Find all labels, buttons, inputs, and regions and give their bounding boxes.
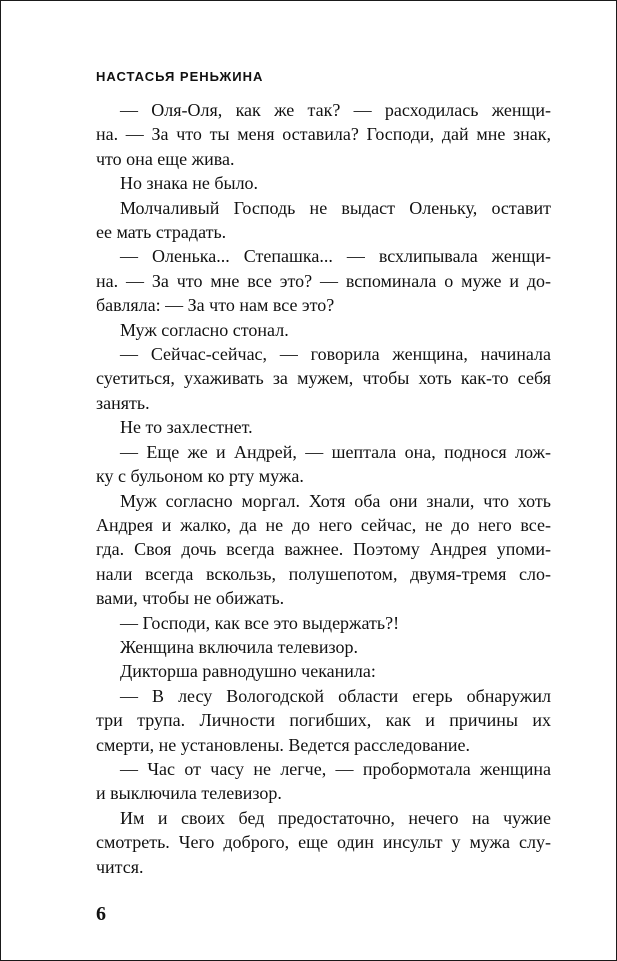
text-line: нали всегда вскользь, полушепотом, двумя-тремя сло- [96, 563, 551, 584]
text-line: чится. [96, 856, 144, 877]
paragraph [96, 806, 551, 879]
paragraph [96, 342, 551, 415]
text-line: гда. Своя дочь всегда важнее. Поэтому Андрея упоми- [96, 539, 551, 560]
text-line: на. — За что мне все это? — вспоминала о муже и до- [96, 270, 551, 291]
paragraph [96, 757, 551, 806]
text-line: Андрея и жалко, да не до него сейчас, не до него все- [96, 514, 551, 535]
text-line: Дикторша равнодушно чеканила: [120, 661, 376, 682]
paragraph [96, 489, 551, 611]
paragraph [96, 318, 551, 342]
text-line: — Оленька... Степашка... — всхлипывала женщи- [120, 246, 551, 267]
text-line: ее мать страдать. [96, 222, 227, 243]
paragraph [96, 684, 551, 757]
text-line: Но знака не было. [120, 173, 259, 194]
paragraph [96, 415, 551, 439]
text-line: бавляла: — За что нам все это? [96, 295, 335, 316]
text-line: — Час от часу не легче, — пробормотала женщина [120, 758, 551, 779]
text-line: — Еще же и Андрей, — шептала она, поднося лож- [120, 441, 551, 462]
text-line: ку с бульоном ко рту мужа. [96, 466, 304, 487]
text-line: три трупа. Личности погибших, как и причины их [96, 710, 551, 731]
text-line: — Сейчас-сейчас, — говорила женщина, начинала [120, 344, 551, 365]
text-line: суетиться, ухаживать за мужем, чтобы хоть как-то себя [96, 368, 551, 389]
page-number: 6 [96, 903, 106, 925]
text-line: Не то захлестнет. [120, 417, 253, 438]
paragraph [96, 659, 551, 683]
body-text [96, 98, 551, 879]
running-head: НАСТАСЬЯ РЕНЬЖИНА [96, 69, 264, 84]
paragraph [96, 244, 551, 317]
paragraph [96, 171, 551, 195]
text-line: занять. [96, 392, 150, 413]
text-line: и выключила телевизор. [96, 783, 282, 804]
text-line: смотреть. Чего доброго, еще один инсульт у мужа слу- [96, 832, 551, 853]
text-line: — Господи, как все это выдержать?! [120, 612, 400, 633]
paragraph [96, 611, 551, 635]
paragraph [96, 196, 551, 245]
paragraph [96, 98, 551, 171]
paragraph [96, 440, 551, 489]
text-line: — В лесу Вологодской области егерь обнаружил [120, 685, 551, 706]
paragraph [96, 635, 551, 659]
text-line: на. — За что ты меня оставила? Господи, дай мне знак, [96, 124, 551, 145]
text-line: Женщина включила телевизор. [120, 636, 359, 657]
text-line: Муж согласно стонал. [120, 319, 289, 340]
text-line: Им и своих бед предостаточно, нечего на чужие [120, 807, 551, 828]
text-line: вами, чтобы не обижать. [96, 588, 285, 609]
text-line: Молчаливый Господь не выдаст Оленьку, оставит [120, 197, 551, 218]
text-line: смерти, не установлены. Ведется расследование. [96, 734, 471, 755]
text-line: что она еще жива. [96, 148, 235, 169]
text-line: Муж согласно моргал. Хотя оба они знали, что хоть [120, 490, 551, 511]
text-line: — Оля-Оля, как же так? — расходилась женщи- [120, 100, 551, 120]
